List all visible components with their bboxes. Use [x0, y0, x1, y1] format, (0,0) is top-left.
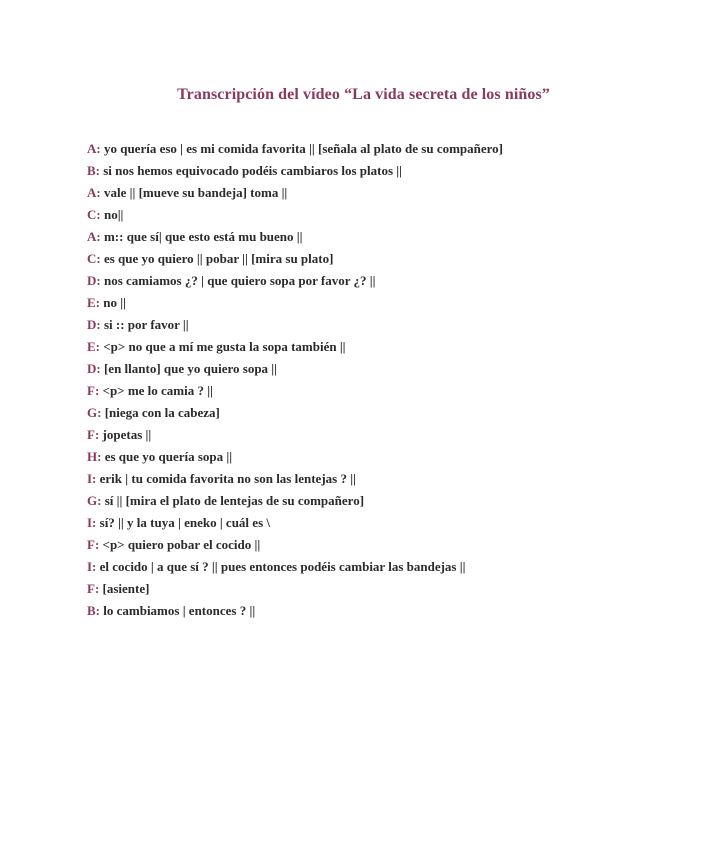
- transcript-line: [87, 512, 687, 534]
- transcript-line: [87, 424, 687, 446]
- speaker-label: C:: [87, 251, 101, 266]
- transcript-line: [87, 292, 687, 314]
- utterance-text: <p> me lo camia ? ||: [99, 383, 213, 398]
- utterance-text: es que yo quería sopa ||: [101, 449, 233, 464]
- speaker-label: F:: [87, 581, 100, 596]
- transcript-line: [87, 578, 687, 600]
- transcript-line: [87, 270, 687, 292]
- transcript-line: [87, 534, 687, 556]
- transcript-line: [87, 314, 687, 336]
- utterance-text: [asiente]: [99, 581, 150, 596]
- speaker-label: F:: [87, 427, 100, 442]
- speaker-label: A:: [87, 229, 101, 244]
- transcript-line: [87, 204, 687, 226]
- utterance-text: no ||: [100, 295, 126, 310]
- transcript-list: [87, 138, 687, 622]
- transcript-line: [87, 468, 687, 490]
- speaker-label: H:: [87, 449, 102, 464]
- transcript-line: [87, 138, 687, 160]
- speaker-label: D:: [87, 361, 101, 376]
- transcript-line: [87, 160, 687, 182]
- speaker-label: G:: [87, 493, 102, 508]
- utterance-text: [en llanto] que yo quiero sopa ||: [100, 361, 278, 376]
- speaker-label: E:: [87, 339, 100, 354]
- speaker-label: A:: [87, 141, 101, 156]
- speaker-label: C:: [87, 207, 101, 222]
- transcript-line: [87, 380, 687, 402]
- transcript-line: [87, 358, 687, 380]
- utterance-text: nos camiamos ¿? | que quiero sopa por favor ¿? ||: [100, 273, 376, 288]
- transcript-line: [87, 402, 687, 424]
- utterance-text: erik | tu comida favorita no son las lentejas ? ||: [96, 471, 356, 486]
- speaker-label: G:: [87, 405, 102, 420]
- utterance-text: no||: [100, 207, 124, 222]
- speaker-label: D:: [87, 317, 101, 332]
- speaker-label: D:: [87, 273, 101, 288]
- transcript-line: [87, 248, 687, 270]
- transcript-line: [87, 446, 687, 468]
- speaker-label: F:: [87, 537, 100, 552]
- transcript-line: [87, 182, 687, 204]
- utterance-text: si :: por favor ||: [100, 317, 189, 332]
- speaker-label: B:: [87, 163, 100, 178]
- speaker-label: F:: [87, 383, 100, 398]
- transcript-line: [87, 226, 687, 248]
- utterance-text: jopetas ||: [99, 427, 152, 442]
- utterance-text: el cocido | a que sí ? || pues entonces podéis cambiar las bandejas ||: [96, 559, 466, 574]
- page-title: Transcripción del vídeo “La vida secreta de los niños”: [177, 86, 550, 103]
- speaker-label: B:: [87, 603, 100, 618]
- utterance-text: lo cambiamos | entonces ? ||: [100, 603, 256, 618]
- transcript-line: [87, 556, 687, 578]
- speaker-label: I:: [87, 559, 97, 574]
- speaker-label: A:: [87, 185, 101, 200]
- transcript-line: [87, 336, 687, 358]
- transcript-line: [87, 600, 687, 622]
- utterance-text: [niega con la cabeza]: [101, 405, 220, 420]
- speaker-label: E:: [87, 295, 100, 310]
- utterance-text: sí || [mira el plato de lentejas de su compañero]: [101, 493, 365, 508]
- utterance-text: vale || [mueve su bandeja] toma ||: [100, 185, 288, 200]
- utterance-text: <p> quiero pobar el cocido ||: [99, 537, 261, 552]
- speaker-label: I:: [87, 471, 97, 486]
- utterance-text: si nos hemos equivocado podéis cambiaros los platos ||: [100, 163, 403, 178]
- speaker-label: I:: [87, 515, 97, 530]
- utterance-text: es que yo quiero || pobar || [mira su plato]: [100, 251, 334, 266]
- utterance-text: yo quería eso | es mi comida favorita || [señala al plato de su compañero]: [100, 141, 504, 156]
- utterance-text: m:: que sí| que esto está mu bueno ||: [100, 229, 303, 244]
- transcript-line: [87, 490, 687, 512]
- utterance-text: sí? || y la tuya | eneko | cuál es \: [96, 515, 270, 530]
- utterance-text: <p> no que a mí me gusta la sopa también ||: [100, 339, 346, 354]
